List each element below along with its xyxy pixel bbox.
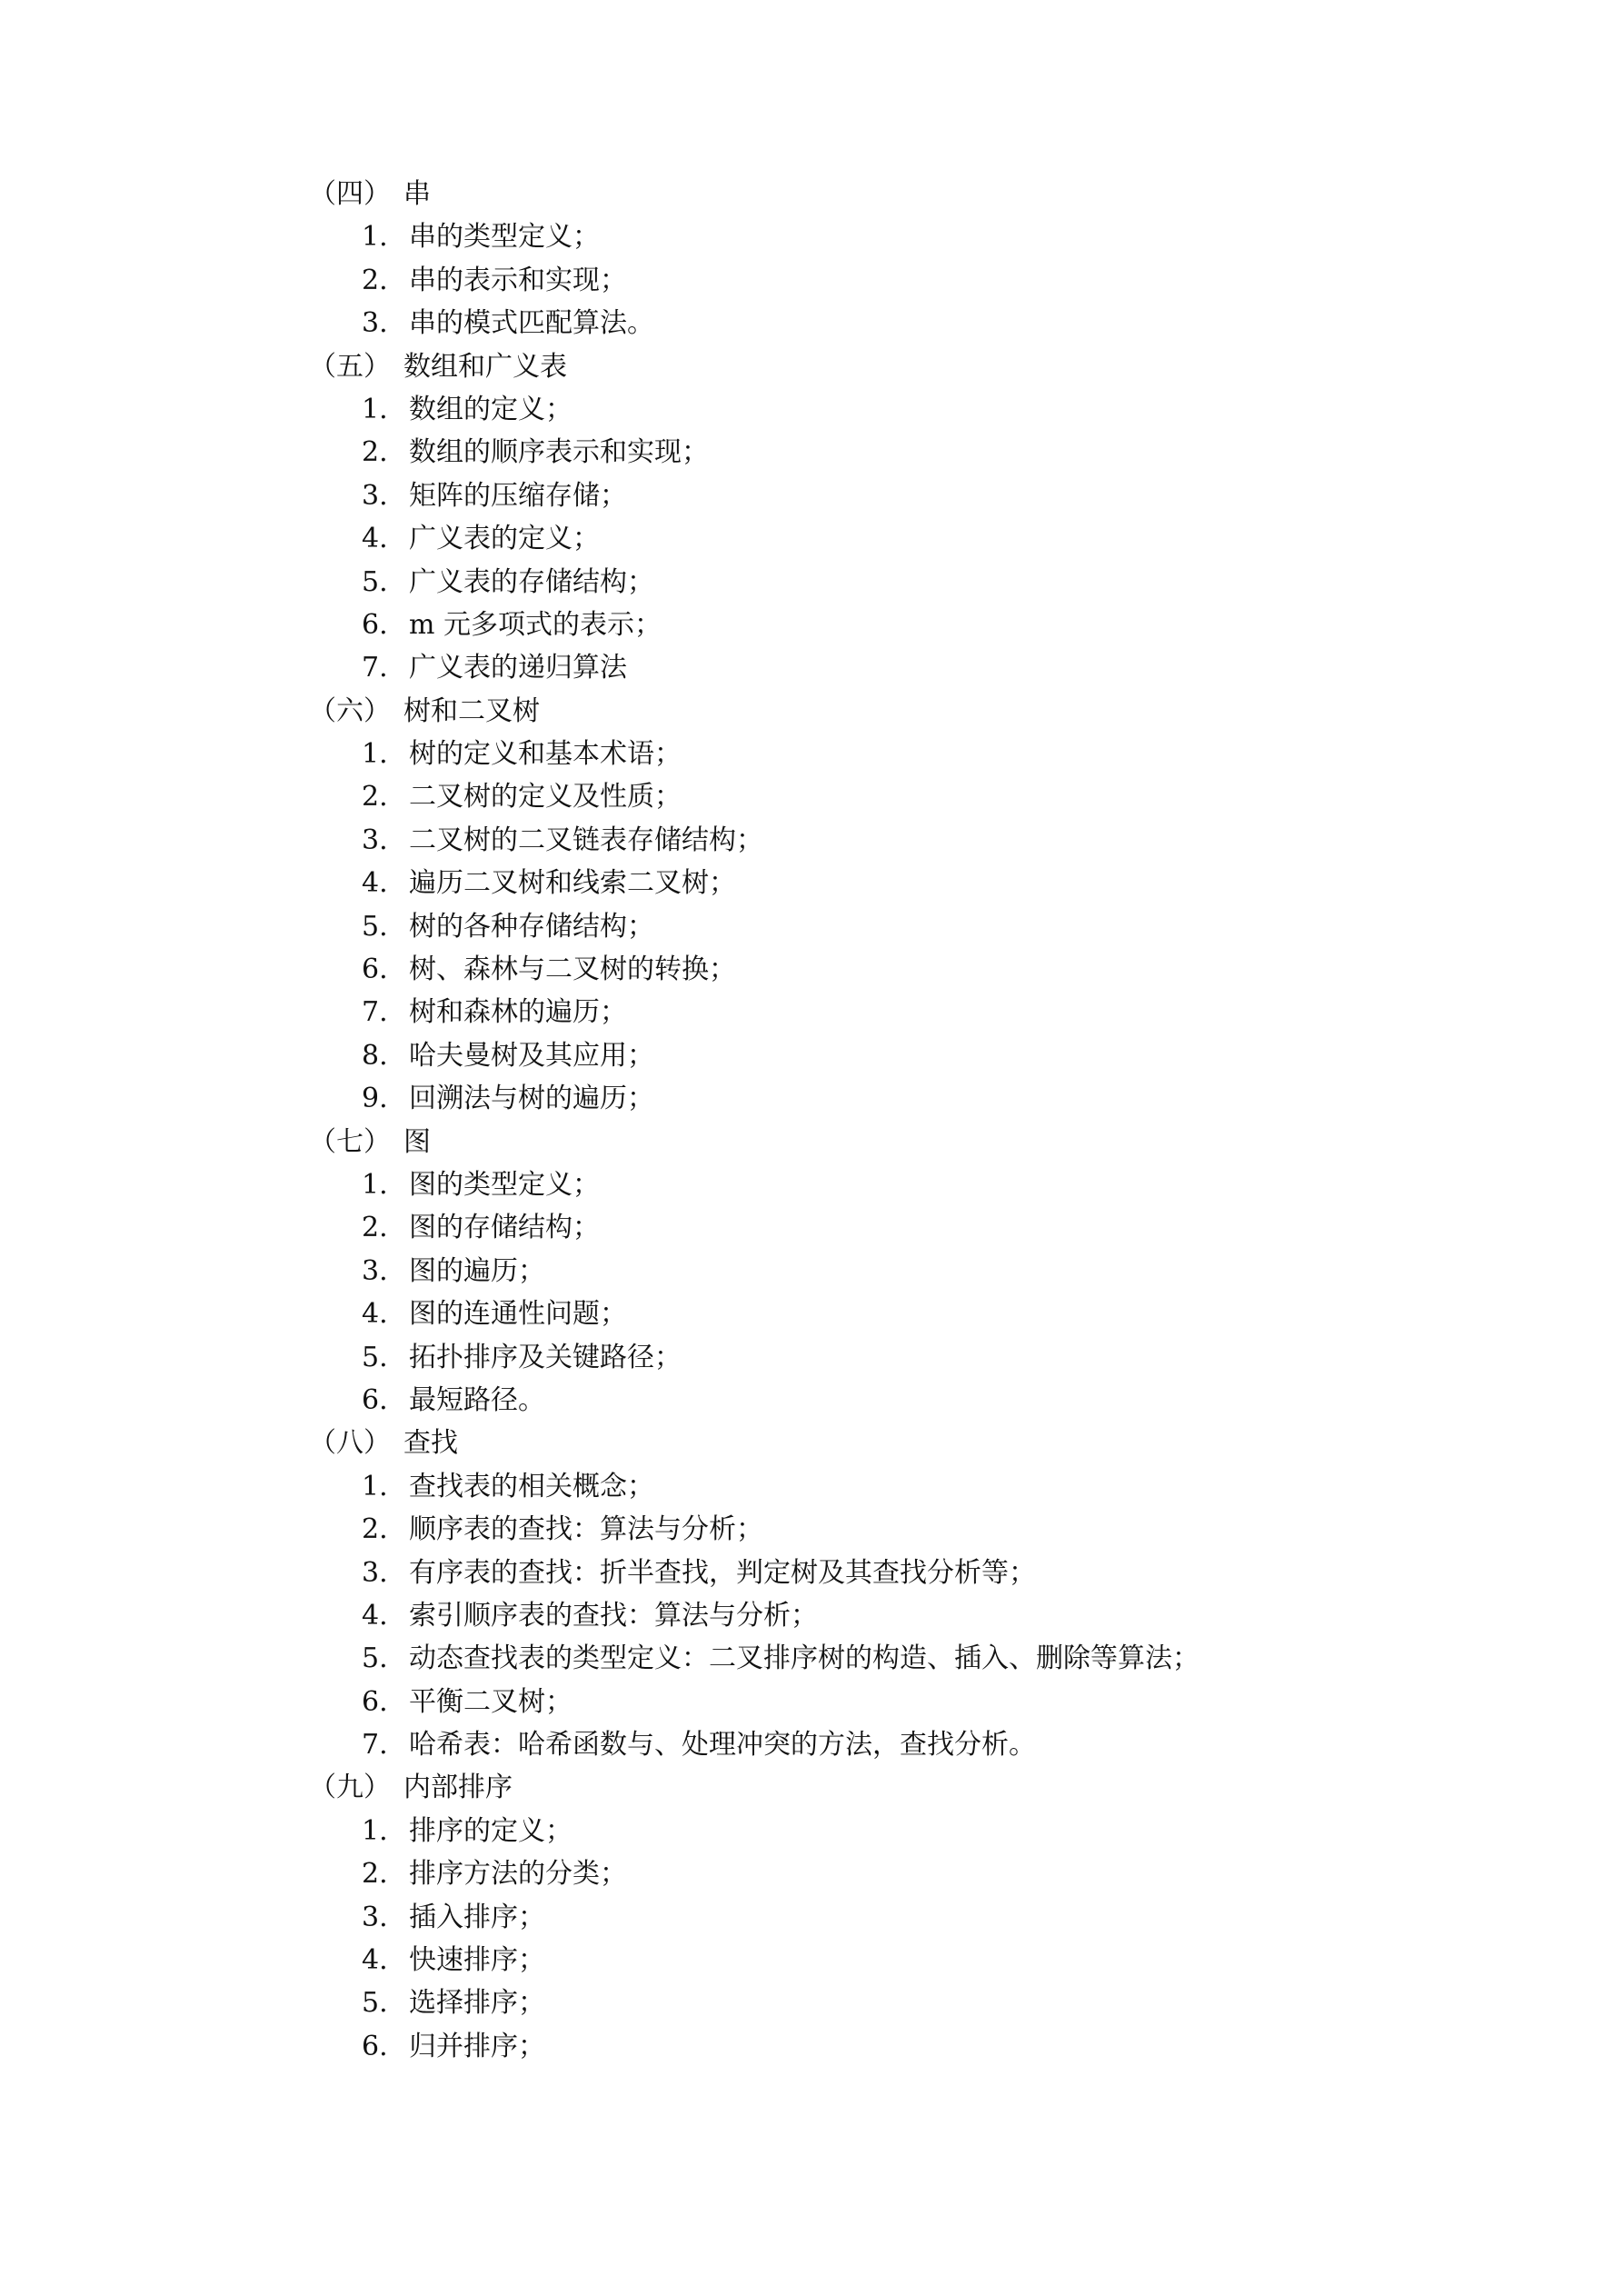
- list-item: [309, 1465, 1545, 1508]
- list-item-number: 5.: [362, 1642, 388, 1675]
- list-item-number: 6.: [362, 1685, 388, 1718]
- list-item-number: 2.: [362, 1858, 388, 1891]
- list-item: [309, 991, 1545, 1033]
- list-item: [309, 819, 1545, 862]
- list-item-number: 1.: [362, 738, 388, 771]
- section-heading: [309, 1422, 1545, 1464]
- list-item-number: 4.: [362, 1599, 388, 1632]
- list-item-text: 树的定义和基本术语；: [409, 738, 682, 771]
- list-item-number: 3.: [362, 1556, 388, 1589]
- list-item-number: 6.: [362, 2030, 388, 2062]
- section-heading: [309, 345, 1545, 388]
- list-item: [309, 1077, 1545, 1120]
- list-item-text: 树的各种存储结构；: [409, 910, 654, 943]
- list-item-text: 快速排序；: [409, 1944, 545, 1977]
- list-item-text: 图的连通性问题；: [409, 1298, 627, 1331]
- list-item: [309, 517, 1545, 560]
- list-item-number: 2.: [362, 436, 388, 469]
- list-item-number: 4.: [362, 867, 388, 900]
- section-heading: [309, 1121, 1545, 1163]
- list-item: [309, 775, 1545, 818]
- list-item-text: 广义表的递归算法: [409, 652, 627, 684]
- list-item: [309, 1336, 1545, 1379]
- list-item-text: 广义表的定义；: [409, 523, 600, 555]
- list-item: [309, 1250, 1545, 1293]
- list-item-text: 数组的顺序表示和实现；: [409, 436, 709, 469]
- list-item: [309, 2025, 1545, 2068]
- list-item-number: 5.: [362, 1987, 388, 2020]
- section-title: 树和二叉树: [403, 694, 540, 727]
- list-item-number: 6.: [362, 608, 388, 641]
- list-item-number: 5.: [362, 1341, 388, 1373]
- list-item: [309, 302, 1545, 344]
- list-item-text: 二叉树的定义及性质；: [409, 781, 682, 814]
- list-item-number: 8.: [362, 1039, 388, 1072]
- list-item-number: 1.: [362, 1470, 388, 1502]
- list-item: [309, 1852, 1545, 1895]
- list-item: [309, 1552, 1545, 1594]
- list-item: [309, 905, 1545, 948]
- list-item-number: 1.: [362, 1814, 388, 1847]
- list-item-text: 矩阵的压缩存储；: [409, 479, 627, 512]
- syllabus-outline: [309, 173, 1545, 2068]
- section-title: 内部排序: [403, 1772, 513, 1804]
- list-item: [309, 604, 1545, 646]
- section-title: 串: [403, 178, 431, 210]
- list-item: [309, 388, 1545, 431]
- list-item-text: 排序方法的分类；: [409, 1858, 627, 1891]
- list-item-text: 图的存储结构；: [409, 1212, 600, 1244]
- list-item: [309, 1508, 1545, 1551]
- list-item-number: 2.: [362, 1212, 388, 1244]
- list-item: [309, 1681, 1545, 1723]
- list-item-text: 回溯法与树的遍历；: [409, 1083, 654, 1115]
- section-number: （五）: [309, 350, 391, 383]
- list-item: [309, 259, 1545, 302]
- section-number: （六）: [309, 694, 391, 727]
- section-number: （七）: [309, 1125, 391, 1158]
- list-item-text: 串的模式匹配算法。: [409, 307, 654, 340]
- list-item-text: 遍历二叉树和线索二叉树；: [409, 867, 736, 900]
- list-item-text: 串的表示和实现；: [409, 264, 627, 296]
- list-item-text: 图的类型定义；: [409, 1168, 600, 1201]
- list-item: [309, 431, 1545, 474]
- list-item: [309, 474, 1545, 517]
- list-item-text: 顺序表的查找：算法与分析；: [409, 1513, 763, 1546]
- list-item-text: 数组的定义；: [409, 393, 573, 425]
- list-item-number: 2.: [362, 1513, 388, 1546]
- list-item-text: 查找表的相关概念；: [409, 1470, 654, 1502]
- list-item: [309, 1034, 1545, 1077]
- list-item-text: 串的类型定义；: [409, 221, 600, 254]
- list-item-number: 5.: [362, 910, 388, 943]
- list-item: [309, 561, 1545, 604]
- list-item-text: 哈希表：哈希函数与、处理冲突的方法，查找分析。: [409, 1729, 1036, 1762]
- list-item: [309, 1810, 1545, 1852]
- list-item-text: m 元多项式的表示；: [409, 608, 662, 641]
- list-item-number: 1.: [362, 393, 388, 425]
- list-item-text: 归并排序；: [409, 2030, 545, 2062]
- list-item-text: 树、森林与二叉树的转换；: [409, 953, 736, 986]
- list-item: [309, 1379, 1545, 1422]
- list-item-number: 9.: [362, 1083, 388, 1115]
- section-number: （四）: [309, 178, 391, 210]
- list-item-text: 插入排序；: [409, 1901, 545, 1933]
- list-item-text: 图的遍历；: [409, 1254, 545, 1287]
- list-item-number: 6.: [362, 1383, 388, 1416]
- list-item-number: 3.: [362, 479, 388, 512]
- list-item-number: 1.: [362, 221, 388, 254]
- section-heading: [309, 173, 1545, 215]
- list-item-text: 索引顺序表的查找：算法与分析；: [409, 1599, 818, 1632]
- list-item-number: 5.: [362, 565, 388, 598]
- list-item: [309, 1293, 1545, 1335]
- list-item-number: 3.: [362, 307, 388, 340]
- section-number: （八）: [309, 1427, 391, 1460]
- list-item: [309, 215, 1545, 258]
- list-item: [309, 1163, 1545, 1206]
- list-item-text: 哈夫曼树及其应用；: [409, 1039, 654, 1072]
- list-item-number: 7.: [362, 1729, 388, 1762]
- list-item: [309, 1982, 1545, 2024]
- list-item: [309, 862, 1545, 904]
- list-item: [309, 1939, 1545, 1982]
- section-heading: [309, 1766, 1545, 1809]
- list-item-number: 7.: [362, 996, 388, 1029]
- list-item: [309, 1723, 1545, 1766]
- list-item-text: 拓扑排序及关键路径；: [409, 1341, 682, 1373]
- section-heading: [309, 690, 1545, 733]
- list-item-text: 最短路径。: [409, 1383, 545, 1416]
- list-item: [309, 1637, 1545, 1680]
- section-title: 查找: [403, 1427, 458, 1460]
- section-number: （九）: [309, 1772, 391, 1804]
- list-item: [309, 1896, 1545, 1939]
- list-item: [309, 733, 1545, 775]
- list-item-number: 1.: [362, 1168, 388, 1201]
- list-item-number: 3.: [362, 1901, 388, 1933]
- list-item-number: 2.: [362, 264, 388, 296]
- list-item: [309, 1594, 1545, 1637]
- list-item-number: 4.: [362, 523, 388, 555]
- list-item-number: 6.: [362, 953, 388, 986]
- list-item-text: 广义表的存储结构；: [409, 565, 654, 598]
- list-item: [309, 646, 1545, 689]
- list-item-text: 二叉树的二叉链表存储结构；: [409, 824, 763, 856]
- section-title: 图: [403, 1125, 431, 1158]
- section-title: 数组和广义表: [403, 350, 567, 383]
- list-item-number: 3.: [362, 1254, 388, 1287]
- list-item-text: 动态查找表的类型定义：二叉排序树的构造、插入、删除等算法；: [409, 1642, 1200, 1675]
- list-item-text: 选择排序；: [409, 1987, 545, 2020]
- list-item-number: 2.: [362, 781, 388, 814]
- list-item-number: 3.: [362, 824, 388, 856]
- list-item: [309, 1206, 1545, 1249]
- list-item-text: 平衡二叉树；: [409, 1685, 573, 1718]
- list-item-text: 排序的定义；: [409, 1814, 573, 1847]
- list-item-number: 4.: [362, 1298, 388, 1331]
- list-item-number: 7.: [362, 652, 388, 684]
- list-item-text: 树和森林的遍历；: [409, 996, 627, 1029]
- list-item: [309, 948, 1545, 991]
- list-item-number: 4.: [362, 1944, 388, 1977]
- list-item-text: 有序表的查找：折半查找，判定树及其查找分析等；: [409, 1556, 1036, 1589]
